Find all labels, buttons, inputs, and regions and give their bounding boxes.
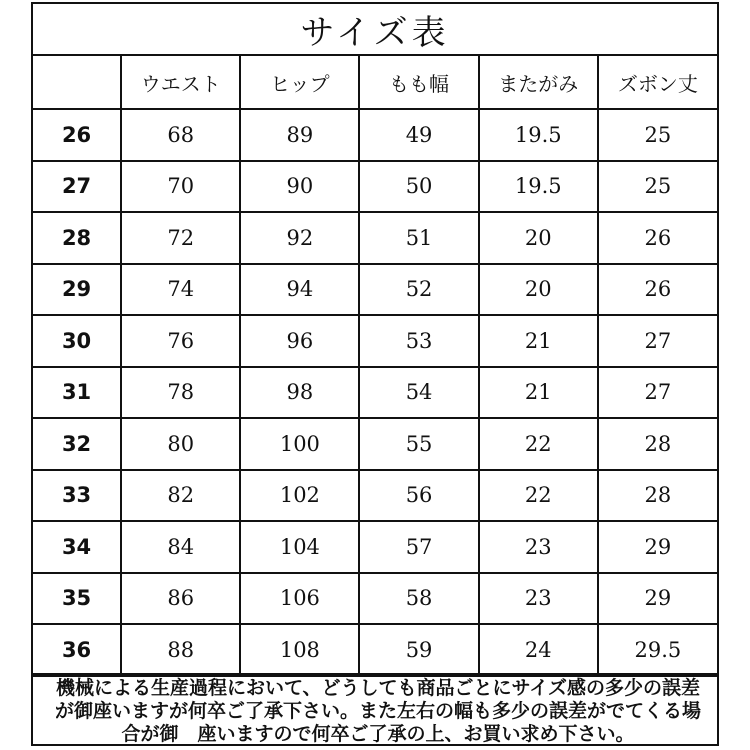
table-row	[33, 624, 717, 676]
table-cell: 23	[479, 521, 598, 573]
table-cell: 106	[240, 573, 359, 625]
header-cell-hip: ヒップ	[240, 56, 359, 109]
table-cell: 53	[359, 315, 478, 367]
table-cell: 26	[598, 264, 717, 316]
header-cell-thigh-width: もも幅	[359, 56, 478, 109]
table-cell: 98	[240, 367, 359, 419]
table-row	[33, 315, 717, 367]
table-cell: 51	[359, 212, 478, 264]
table-cell: 54	[359, 367, 478, 419]
table-row	[33, 109, 717, 161]
table-cell: 76	[121, 315, 240, 367]
header-cell-size	[33, 56, 121, 109]
table-cell: 22	[479, 470, 598, 522]
table-row	[33, 367, 717, 419]
table-row	[33, 212, 717, 264]
header-cell-pants-length: ズボン丈	[598, 56, 717, 109]
size-label-cell: 30	[33, 315, 121, 367]
table-cell: 90	[240, 161, 359, 213]
size-label-cell: 29	[33, 264, 121, 316]
size-label-cell: 36	[33, 624, 121, 676]
table-cell: 96	[240, 315, 359, 367]
header-cell-inseam: またがみ	[479, 56, 598, 109]
table-cell: 21	[479, 367, 598, 419]
table-cell: 23	[479, 573, 598, 625]
table-cell: 24	[479, 624, 598, 676]
size-chart	[31, 2, 719, 746]
table-row	[33, 418, 717, 470]
table-cell: 80	[121, 418, 240, 470]
table-row	[33, 521, 717, 573]
table-cell: 86	[121, 573, 240, 625]
table-cell: 108	[240, 624, 359, 676]
table-cell: 50	[359, 161, 478, 213]
size-label-cell: 26	[33, 109, 121, 161]
table-cell: 28	[598, 418, 717, 470]
size-label-cell: 28	[33, 212, 121, 264]
size-label-cell: 27	[33, 161, 121, 213]
table-cell: 19.5	[479, 161, 598, 213]
note-line: が御座いますが何卒ご了承下さい。また左右の幅も多少の誤差がでてくる場	[54, 700, 701, 722]
table-cell: 27	[598, 315, 717, 367]
size-label-cell: 31	[33, 367, 121, 419]
table-cell: 29	[598, 573, 717, 625]
table-cell: 94	[240, 264, 359, 316]
table-cell: 74	[121, 264, 240, 316]
table-cell: 78	[121, 367, 240, 419]
size-table	[33, 56, 717, 677]
table-cell: 72	[121, 212, 240, 264]
size-label-cell: 35	[33, 573, 121, 625]
table-cell: 29.5	[598, 624, 717, 676]
table-cell: 20	[479, 212, 598, 264]
table-cell: 89	[240, 109, 359, 161]
table-cell: 22	[479, 418, 598, 470]
table-cell: 92	[240, 212, 359, 264]
table-cell: 59	[359, 624, 478, 676]
table-cell: 21	[479, 315, 598, 367]
table-cell: 104	[240, 521, 359, 573]
table-cell: 102	[240, 470, 359, 522]
table-cell: 27	[598, 367, 717, 419]
table-cell: 26	[598, 212, 717, 264]
header-cell-waist: ウエスト	[121, 56, 240, 109]
table-cell: 100	[240, 418, 359, 470]
table-cell: 58	[359, 573, 478, 625]
table-cell: 84	[121, 521, 240, 573]
table-row	[33, 573, 717, 625]
table-cell: 55	[359, 418, 478, 470]
size-label-cell: 32	[33, 418, 121, 470]
note-line: 合が御 座いますので何卒ご了承の上、お買い求め下さい。	[121, 723, 635, 745]
note-line: 機械による生産過程において、どうしても商品ごとにサイズ感の多少の誤差	[55, 677, 701, 699]
size-chart-title: サイズ表	[33, 4, 717, 56]
table-cell: 57	[359, 521, 478, 573]
table-cell: 20	[479, 264, 598, 316]
table-header-row	[33, 56, 717, 109]
disclaimer-note	[33, 673, 717, 744]
table-cell: 88	[121, 624, 240, 676]
table-row	[33, 264, 717, 316]
table-cell: 82	[121, 470, 240, 522]
table-cell: 25	[598, 109, 717, 161]
size-label-cell: 34	[33, 521, 121, 573]
size-label-cell: 33	[33, 470, 121, 522]
table-cell: 56	[359, 470, 478, 522]
table-row	[33, 161, 717, 213]
table-cell: 52	[359, 264, 478, 316]
table-cell: 70	[121, 161, 240, 213]
table-cell: 49	[359, 109, 478, 161]
table-row	[33, 470, 717, 522]
table-cell: 29	[598, 521, 717, 573]
table-cell: 19.5	[479, 109, 598, 161]
table-cell: 25	[598, 161, 717, 213]
table-cell: 28	[598, 470, 717, 522]
table-cell: 68	[121, 109, 240, 161]
